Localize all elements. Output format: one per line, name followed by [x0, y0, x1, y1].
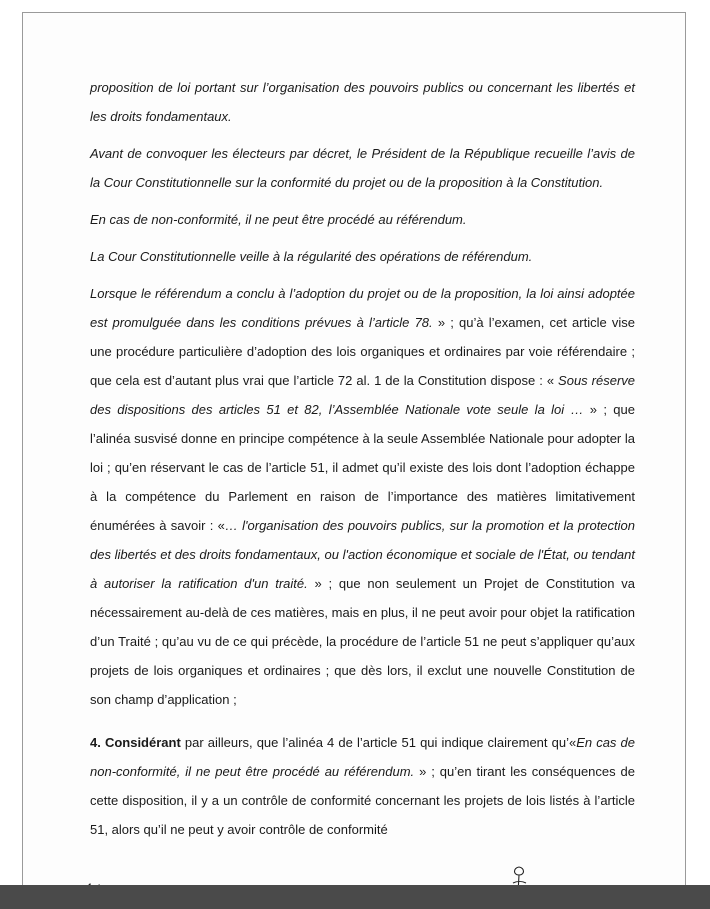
paragraph-3: En cas de non-conformité, il ne peut être procédé au référendum. — [90, 212, 467, 227]
paragraph-5-text-3: » ; que non seulement un Projet de Constitution va nécessairement au-delà de ces matières, mais en plus, il ne peut avoir pour objet la ratification d’un Traité ; qu’au vu de ce qui précède, la procédure de l’article 51 ne peut s’appliquer qu’aux projets de lois organiques et ordinaires ; que dès lors, il exclut une nouvelle Constitution de son champ d’application ; — [90, 576, 635, 707]
paragraph-5-quote-1: Lorsque le référendum a conclu à l’adoption du projet ou de la proposition, la loi ainsi adoptée est promulguée dans les conditions prévues à l’article 78. — [90, 286, 635, 330]
document-page — [22, 12, 686, 902]
paragraph-5-text-2: » ; que l’alinéa susvisé donne en principe compétence à la seule Assemblée Nationale pour adopter la loi ; qu’en réservant le cas de l’article 51, il admet qu’il existe des lois dont l’adoption échappe à la compétence du Parlement en raison de l’importance des matières limitativement énumérées à savoir : « — [90, 402, 635, 533]
paragraph-6-quote-1: En cas de non-conformité, il ne peut être procédé au référendum. — [90, 735, 635, 779]
paragraph-4: La Cour Constitutionnelle veille à la régularité des opérations de référendum. — [90, 249, 533, 264]
paragraph-5 — [90, 279, 635, 714]
paragraph-5-quote-3: … l'organisation des pouvoirs publics, sur la promotion et la protection des libertés et des droits fondamentaux, ou l'action économique et sociale de l'État, ou tendant à autoriser la ratification d'un traité. — [90, 518, 635, 591]
paragraph-1: proposition de loi portant sur l’organisation des pouvoirs publics ou concernant les libertés et les droits fondamentaux. — [90, 80, 635, 124]
paragraph-6-text-2: » ; qu’en tirant les conséquences de cette disposition, il y a un contrôle de conformité concernant les projets de lois listés à l’article 51, alors qu’il ne peut y avoir contrôle de conformité — [90, 764, 636, 837]
document-body — [90, 73, 635, 844]
paragraph-5-quote-2: Sous réserve des dispositions des articles 51 et 82, l’Assemblée Nationale vote seule la loi … — [90, 373, 636, 417]
paragraph-6-text-1: par ailleurs, que l’alinéa 4 de l’article 51 qui indique clairement qu’« — [180, 735, 577, 750]
viewer-bottom-bar — [0, 885, 710, 909]
paragraph-5-text-1: » ; qu’à l’examen, cet article vise une procédure particulière d’adoption des lois organiques et ordinaires par voie référendaire ; que cela est d’autant plus vrai que l’article 72 al. 1 de la Constitution dispose : « — [90, 315, 635, 388]
paragraph-6 — [90, 728, 635, 844]
considerant-heading: 4. Considérant — [90, 735, 181, 750]
paragraph-2: Avant de convoquer les électeurs par décret, le Président de la République recueille l’avis de la Cour Constitutionnelle sur la conformité du projet ou de la proposition à la Constitution. — [90, 146, 635, 190]
